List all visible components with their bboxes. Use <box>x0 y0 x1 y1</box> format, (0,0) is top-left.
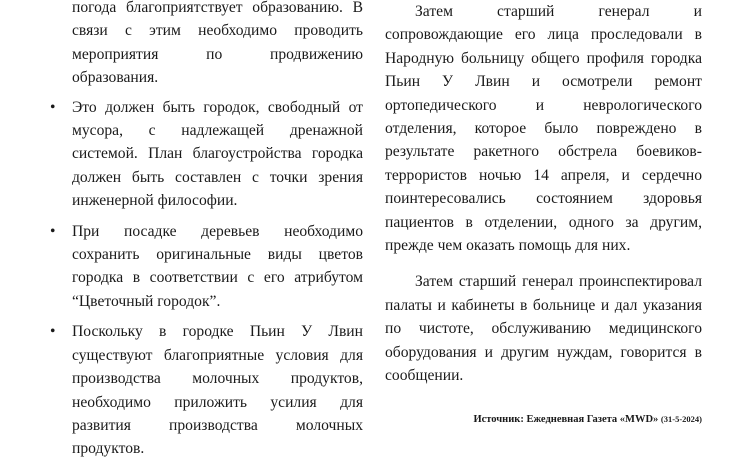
source-label: Источник: Ежедневная Газета «MWD» <box>473 414 659 425</box>
bullet-list <box>48 96 363 461</box>
right-column <box>385 0 702 388</box>
bullet-text: При посадке деревьев необходимо сохранить оригинальные виды цветов городка в соответствии с его атрибутом “Цветочный городок”. <box>72 222 363 310</box>
paragraph-inspection: Затем старший генерал проинспектировал палаты и кабинеты в больнице и дал указания по чистоте, обслуживанию медицинского оборудования и другим нуждам, говорится в сообщении. <box>385 273 702 385</box>
bullet-icon: • <box>50 222 56 240</box>
continuation-text: погода благоприятствует образованию. В связи с этим необходимо проводить мероприятия по продвижению образования. <box>72 0 363 87</box>
bullet-text: Это должен быть городок, свободный от мусора, с надлежащей дренажной системой. План благоустройства городка должен быть составлен с точки зрения инженерной философии. <box>72 98 363 210</box>
bullet-icon: • <box>50 323 56 341</box>
left-column <box>48 0 363 468</box>
bullet-text: Поскольку в городке Пьин У Лвин существуют благоприятные условия для производства молочных продуктов, необходимо приложить усилия для развития производства молочных продуктов. <box>72 323 363 458</box>
bullet-item <box>48 320 363 460</box>
bullet-item <box>48 220 363 314</box>
bullet-icon: • <box>50 98 56 116</box>
source-credit <box>385 412 702 427</box>
paragraph-hospital-visit: Затем старший генерал и сопровождающие его лица проследовали в Народную больницу общего профиля городка Пьин У Лвин и осмотрели ремонт ортопедического и неврологического отделения, которое было повреждено в результате ракетного обстрела боевиков-террористов ночью 14 апреля, и сердечно поинтересовались состоянием здоровья пациентов в отделении, одного за другим, прежде чем оказать помощь для них. <box>385 3 702 255</box>
source-date: (31-5-2024) <box>660 414 702 424</box>
bullet-item <box>48 96 363 213</box>
